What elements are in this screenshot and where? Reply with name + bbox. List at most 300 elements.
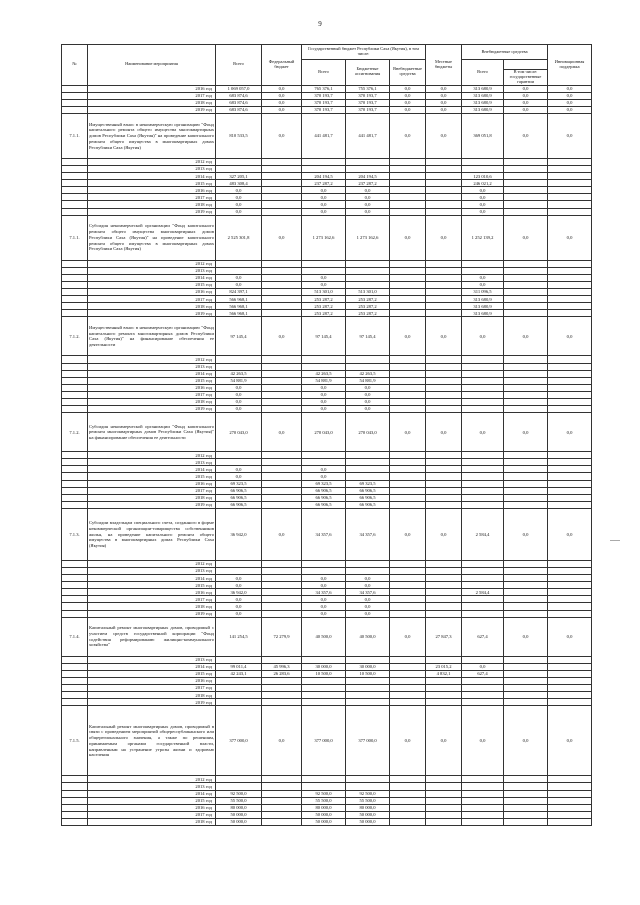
value-cell-so xyxy=(390,281,426,288)
value-cell-st: 10 500,0 xyxy=(302,670,346,677)
value-cell-ex xyxy=(462,459,504,466)
value-cell-inn: 0,0 xyxy=(548,106,592,113)
value-cell-st: 204 194,5 xyxy=(302,173,346,180)
value-cell-fed xyxy=(262,459,302,466)
year-row-num-cell xyxy=(62,589,88,596)
value-cell-so xyxy=(390,804,426,811)
value-cell-total: 0,0 xyxy=(216,391,262,398)
header-extra-total: Всего xyxy=(462,60,504,86)
value-cell-loc xyxy=(426,487,462,494)
value-cell-eg xyxy=(504,194,548,201)
value-cell-eg xyxy=(504,296,548,303)
value-cell-eg xyxy=(504,391,548,398)
value-cell-eg xyxy=(504,589,548,596)
value-cell-eg xyxy=(504,208,548,215)
value-cell-total: 0,0 xyxy=(216,466,262,473)
value-cell-sb: 370 193,7 xyxy=(346,92,390,99)
page-number: 9 xyxy=(318,20,322,28)
year-row xyxy=(62,589,592,596)
value-cell-so xyxy=(390,656,426,663)
year-label: 2017 год xyxy=(88,296,216,303)
year-row xyxy=(62,663,592,670)
value-cell-total: 0,0 xyxy=(216,596,262,603)
year-row-num-cell xyxy=(62,663,88,670)
header-innov: Инновационная поддержка xyxy=(548,45,592,86)
year-row xyxy=(62,85,592,92)
value-cell-inn xyxy=(548,377,592,384)
year-label: 2016 год xyxy=(88,480,216,487)
value-cell-so xyxy=(390,208,426,215)
value-cell-st: 370 193,7 xyxy=(302,106,346,113)
year-row xyxy=(62,296,592,303)
value-cell-st xyxy=(302,783,346,790)
year-row xyxy=(62,377,592,384)
value-cell-ex xyxy=(462,406,504,413)
value-cell-ex xyxy=(462,692,504,699)
year-row xyxy=(62,582,592,589)
year-row-num-cell xyxy=(62,173,88,180)
value-cell-eg xyxy=(504,303,548,310)
year-row-num-cell xyxy=(62,560,88,567)
value-cell-loc xyxy=(426,797,462,804)
measure-number: 7.1.4. xyxy=(62,617,88,656)
value-cell-so xyxy=(390,166,426,173)
value-cell-total: 69 323,5 xyxy=(216,480,262,487)
year-label: 2012 год xyxy=(88,260,216,267)
value-cell-loc xyxy=(426,480,462,487)
value-cell-loc xyxy=(426,804,462,811)
value-cell-fed: 0,0 xyxy=(262,92,302,99)
value-cell-loc: 0,0 xyxy=(426,113,462,158)
year-row-num-cell xyxy=(62,180,88,187)
value-cell-ex xyxy=(462,473,504,480)
value-cell-inn xyxy=(548,166,592,173)
year-row-num-cell xyxy=(62,92,88,99)
value-cell-loc xyxy=(426,677,462,684)
value-cell-so xyxy=(390,459,426,466)
header-total: Всего xyxy=(216,45,262,86)
value-cell-loc xyxy=(426,811,462,818)
value-cell-fed xyxy=(262,589,302,596)
value-cell-total: 377 000,0 xyxy=(216,706,262,776)
year-row xyxy=(62,473,592,480)
value-cell-total xyxy=(216,560,262,567)
year-label: 2014 год xyxy=(88,173,216,180)
value-cell-fed xyxy=(262,289,302,296)
value-cell-loc: 27 847,3 xyxy=(426,617,462,656)
year-label: 2013 год xyxy=(88,267,216,274)
value-cell-loc xyxy=(426,783,462,790)
value-cell-loc xyxy=(426,466,462,473)
year-row xyxy=(62,363,592,370)
year-label: 2018 год xyxy=(88,494,216,501)
value-cell-so xyxy=(390,575,426,582)
value-cell-sb xyxy=(346,568,390,575)
value-cell-total: 50 000,0 xyxy=(216,811,262,818)
value-cell-total: 36 942,0 xyxy=(216,589,262,596)
value-cell-inn xyxy=(548,494,592,501)
year-row-num-cell xyxy=(62,85,88,92)
value-cell-inn xyxy=(548,596,592,603)
value-cell-eg xyxy=(504,575,548,582)
value-cell-sb: 0,0 xyxy=(346,603,390,610)
value-cell-ex xyxy=(462,575,504,582)
value-cell-fed xyxy=(262,208,302,215)
year-row xyxy=(62,201,592,208)
value-cell-so xyxy=(390,670,426,677)
value-cell-fed xyxy=(262,818,302,825)
year-row-num-cell xyxy=(62,310,88,317)
value-cell-total: 810 533,5 xyxy=(216,113,262,158)
value-cell-eg: 0,0 xyxy=(504,106,548,113)
value-cell-sb: 97 145,4 xyxy=(346,317,390,356)
value-cell-st: 92 500,0 xyxy=(302,790,346,797)
measure-row xyxy=(62,113,592,158)
value-cell-so xyxy=(390,494,426,501)
value-cell-loc xyxy=(426,194,462,201)
value-cell-ex: 0,0 xyxy=(462,274,504,281)
value-cell-eg: 0,0 xyxy=(504,85,548,92)
value-cell-ex xyxy=(462,452,504,459)
value-cell-so xyxy=(390,158,426,165)
value-cell-fed xyxy=(262,310,302,317)
year-label: 2017 год xyxy=(88,92,216,99)
value-cell-fed xyxy=(262,363,302,370)
value-cell-inn xyxy=(548,267,592,274)
year-row xyxy=(62,398,592,405)
year-row-num-cell xyxy=(62,596,88,603)
value-cell-eg xyxy=(504,260,548,267)
value-cell-total xyxy=(216,363,262,370)
value-cell-ex: 0,0 xyxy=(462,201,504,208)
year-row xyxy=(62,310,592,317)
value-cell-fed xyxy=(262,166,302,173)
value-cell-total: 0,0 xyxy=(216,610,262,617)
year-label: 2015 год xyxy=(88,582,216,589)
year-label: 2014 год xyxy=(88,370,216,377)
value-cell-st xyxy=(302,685,346,692)
value-cell-so xyxy=(390,356,426,363)
value-cell-fed: 0,0 xyxy=(262,706,302,776)
value-cell-sb xyxy=(346,656,390,663)
value-cell-ex xyxy=(462,384,504,391)
year-row xyxy=(62,480,592,487)
value-cell-sb: 34 357,6 xyxy=(346,508,390,560)
value-cell-sb: 55 500,0 xyxy=(346,797,390,804)
year-label: 2018 год xyxy=(88,303,216,310)
value-cell-loc: 0,0 xyxy=(426,413,462,452)
value-cell-fed xyxy=(262,603,302,610)
value-cell-total: 66 906,5 xyxy=(216,487,262,494)
value-cell-inn xyxy=(548,274,592,281)
year-label: 2012 год xyxy=(88,356,216,363)
year-label: 2016 год xyxy=(88,589,216,596)
value-cell-fed xyxy=(262,466,302,473)
value-cell-loc xyxy=(426,501,462,508)
value-cell-so xyxy=(390,783,426,790)
value-cell-eg: 0,0 xyxy=(504,215,548,260)
value-cell-fed xyxy=(262,370,302,377)
value-cell-eg xyxy=(504,356,548,363)
value-cell-fed xyxy=(262,180,302,187)
value-cell-st: 0,0 xyxy=(302,384,346,391)
value-cell-fed: 0,0 xyxy=(262,413,302,452)
year-label: 2018 год xyxy=(88,603,216,610)
value-cell-loc: 0,0 xyxy=(426,508,462,560)
value-cell-eg xyxy=(504,677,548,684)
year-row-num-cell xyxy=(62,391,88,398)
value-cell-fed: 0,0 xyxy=(262,508,302,560)
value-cell-fed xyxy=(262,596,302,603)
value-cell-inn xyxy=(548,187,592,194)
value-cell-sb: 1 273 162,6 xyxy=(346,215,390,260)
measure-description: Субсидия некоммерческой организации "Фонд капитального ремонта многоквартирных домов Республики Саха (Якутия)" на финансирование обеспечения ее деятельности xyxy=(88,413,216,452)
value-cell-loc xyxy=(426,603,462,610)
value-cell-eg xyxy=(504,582,548,589)
value-cell-so xyxy=(390,699,426,706)
value-cell-eg xyxy=(504,281,548,288)
year-row-num-cell xyxy=(62,790,88,797)
margin-mark xyxy=(610,540,620,541)
value-cell-st: 0,0 xyxy=(302,473,346,480)
value-cell-sb: 370 193,7 xyxy=(346,106,390,113)
value-cell-fed xyxy=(262,692,302,699)
value-cell-eg xyxy=(504,473,548,480)
value-cell-so xyxy=(390,797,426,804)
value-cell-so xyxy=(390,568,426,575)
year-row xyxy=(62,459,592,466)
year-label: 2012 год xyxy=(88,158,216,165)
value-cell-so xyxy=(390,370,426,377)
value-cell-inn xyxy=(548,356,592,363)
value-cell-sb: 92 500,0 xyxy=(346,790,390,797)
value-cell-fed xyxy=(262,274,302,281)
value-cell-ex xyxy=(462,391,504,398)
year-label: 2014 год xyxy=(88,274,216,281)
value-cell-st: 0,0 xyxy=(302,575,346,582)
value-cell-fed xyxy=(262,473,302,480)
year-row xyxy=(62,391,592,398)
value-cell-sb: 377 000,0 xyxy=(346,706,390,776)
year-row xyxy=(62,466,592,473)
year-row xyxy=(62,776,592,783)
year-label: 2014 год xyxy=(88,790,216,797)
value-cell-eg xyxy=(504,480,548,487)
value-cell-total: 99 011,4 xyxy=(216,663,262,670)
value-cell-loc xyxy=(426,267,462,274)
year-row-num-cell xyxy=(62,501,88,508)
value-cell-ex: 313 680,9 xyxy=(462,106,504,113)
value-cell-loc xyxy=(426,370,462,377)
value-cell-total xyxy=(216,158,262,165)
year-row-num-cell xyxy=(62,208,88,215)
value-cell-eg xyxy=(504,603,548,610)
value-cell-total: 36 942,0 xyxy=(216,508,262,560)
year-label: 2014 год xyxy=(88,466,216,473)
value-cell-st: 513 301,0 xyxy=(302,289,346,296)
year-row xyxy=(62,452,592,459)
year-row xyxy=(62,790,592,797)
year-row xyxy=(62,487,592,494)
value-cell-loc xyxy=(426,692,462,699)
year-row-num-cell xyxy=(62,582,88,589)
value-cell-inn xyxy=(548,310,592,317)
value-cell-total xyxy=(216,260,262,267)
value-cell-ex: 313 680,9 xyxy=(462,99,504,106)
value-cell-loc xyxy=(426,391,462,398)
value-cell-loc xyxy=(426,452,462,459)
value-cell-inn: 0,0 xyxy=(548,317,592,356)
value-cell-fed xyxy=(262,281,302,288)
value-cell-fed: 26 283,6 xyxy=(262,670,302,677)
value-cell-st xyxy=(302,267,346,274)
year-label: 2013 год xyxy=(88,656,216,663)
value-cell-st: 1 273 162,6 xyxy=(302,215,346,260)
value-cell-st: 237 287,2 xyxy=(302,180,346,187)
value-cell-st: 34 357,6 xyxy=(302,589,346,596)
value-cell-fed xyxy=(262,201,302,208)
year-row-num-cell xyxy=(62,459,88,466)
value-cell-st: 0,0 xyxy=(302,201,346,208)
value-cell-sb: 0,0 xyxy=(346,201,390,208)
value-cell-total: 92 500,0 xyxy=(216,790,262,797)
value-cell-st: 377 000,0 xyxy=(302,706,346,776)
year-row xyxy=(62,568,592,575)
value-cell-sb xyxy=(346,267,390,274)
value-cell-fed xyxy=(262,296,302,303)
year-row-num-cell xyxy=(62,670,88,677)
value-cell-fed xyxy=(262,267,302,274)
value-cell-total: 141 254,5 xyxy=(216,617,262,656)
year-row xyxy=(62,106,592,113)
value-cell-fed: 0,0 xyxy=(262,106,302,113)
value-cell-inn xyxy=(548,663,592,670)
value-cell-loc xyxy=(426,166,462,173)
value-cell-so: 0,0 xyxy=(390,99,426,106)
value-cell-fed xyxy=(262,501,302,508)
value-cell-ex xyxy=(462,797,504,804)
value-cell-eg xyxy=(504,370,548,377)
year-row-num-cell xyxy=(62,699,88,706)
value-cell-sb xyxy=(346,699,390,706)
year-row-num-cell xyxy=(62,260,88,267)
value-cell-ex: 2 584,4 xyxy=(462,508,504,560)
value-cell-inn xyxy=(548,699,592,706)
header-extra-guar-top xyxy=(504,60,548,70)
value-cell-total xyxy=(216,452,262,459)
value-cell-fed xyxy=(262,406,302,413)
value-cell-ex: 0,0 xyxy=(462,281,504,288)
year-label: 2015 год xyxy=(88,473,216,480)
measure-number: 7.1.2. xyxy=(62,317,88,356)
value-cell-total: 327 205,1 xyxy=(216,173,262,180)
value-cell-sb: 0,0 xyxy=(346,406,390,413)
value-cell-st: 370 193,7 xyxy=(302,99,346,106)
value-cell-ex: 627,4 xyxy=(462,670,504,677)
value-cell-inn xyxy=(548,281,592,288)
value-cell-fed xyxy=(262,377,302,384)
value-cell-sb: 34 357,6 xyxy=(346,589,390,596)
value-cell-so xyxy=(390,391,426,398)
value-cell-st xyxy=(302,363,346,370)
budget-table xyxy=(61,44,592,826)
year-row-num-cell xyxy=(62,473,88,480)
value-cell-so: 0,0 xyxy=(390,317,426,356)
value-cell-ex: 0,0 xyxy=(462,317,504,356)
value-cell-inn xyxy=(548,575,592,582)
value-cell-ex xyxy=(462,158,504,165)
value-cell-total: 0,0 xyxy=(216,194,262,201)
value-cell-st: 69 323,5 xyxy=(302,480,346,487)
value-cell-total: 2 525 301,8 xyxy=(216,215,262,260)
value-cell-so: 0,0 xyxy=(390,617,426,656)
year-row xyxy=(62,303,592,310)
year-row xyxy=(62,783,592,790)
year-row-num-cell xyxy=(62,289,88,296)
value-cell-st: 0,0 xyxy=(302,187,346,194)
value-cell-eg xyxy=(504,158,548,165)
value-cell-ex xyxy=(462,494,504,501)
year-row xyxy=(62,699,592,706)
value-cell-so xyxy=(390,201,426,208)
value-cell-ex xyxy=(462,166,504,173)
value-cell-so xyxy=(390,377,426,384)
value-cell-ex xyxy=(462,656,504,663)
value-cell-st: 0,0 xyxy=(302,596,346,603)
value-cell-st: 97 145,4 xyxy=(302,317,346,356)
value-cell-so: 0,0 xyxy=(390,106,426,113)
value-cell-sb: 42 263,5 xyxy=(346,370,390,377)
value-cell-inn xyxy=(548,790,592,797)
value-cell-loc xyxy=(426,818,462,825)
value-cell-so xyxy=(390,452,426,459)
value-cell-ex: 2 584,4 xyxy=(462,589,504,596)
value-cell-inn: 0,0 xyxy=(548,85,592,92)
value-cell-loc xyxy=(426,260,462,267)
value-cell-inn: 0,0 xyxy=(548,413,592,452)
value-cell-so xyxy=(390,582,426,589)
value-cell-total: 66 906,5 xyxy=(216,494,262,501)
value-cell-ex xyxy=(462,466,504,473)
year-label: 2015 год xyxy=(88,180,216,187)
year-label: 2013 год xyxy=(88,568,216,575)
value-cell-loc xyxy=(426,406,462,413)
value-cell-st: 0,0 xyxy=(302,398,346,405)
year-label: 2013 год xyxy=(88,363,216,370)
year-label: 2016 год xyxy=(88,677,216,684)
value-cell-inn xyxy=(548,180,592,187)
value-cell-so: 0,0 xyxy=(390,413,426,452)
year-row xyxy=(62,575,592,582)
value-cell-st: 253 287,2 xyxy=(302,303,346,310)
value-cell-so xyxy=(390,811,426,818)
value-cell-total: 566 968,1 xyxy=(216,310,262,317)
value-cell-so xyxy=(390,487,426,494)
year-row xyxy=(62,677,592,684)
value-cell-ex: 123 010,6 xyxy=(462,173,504,180)
value-cell-ex xyxy=(462,582,504,589)
value-cell-loc xyxy=(426,356,462,363)
value-cell-so xyxy=(390,289,426,296)
year-row-num-cell xyxy=(62,575,88,582)
value-cell-so xyxy=(390,685,426,692)
value-cell-ex xyxy=(462,699,504,706)
value-cell-inn xyxy=(548,398,592,405)
year-row-num-cell xyxy=(62,99,88,106)
year-label: 2017 год xyxy=(88,391,216,398)
value-cell-loc xyxy=(426,158,462,165)
value-cell-inn xyxy=(548,201,592,208)
